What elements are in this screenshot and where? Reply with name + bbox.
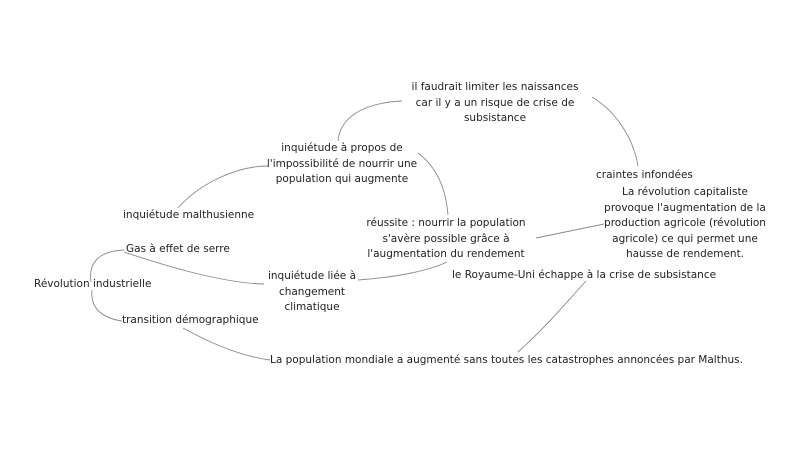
node-limiter-naissances[interactable]: il faudrait limiter les naissances car il y a un risque de crise de subsistance	[411, 81, 579, 124]
edge-industrielle-transition	[92, 290, 122, 321]
node-inquietude-malthusienne[interactable]: inquiétude malthusienne	[123, 209, 255, 221]
edge-propos-limiter	[338, 101, 402, 141]
node-gas-effet-de-serre[interactable]: Gas à effet de serre	[126, 243, 230, 255]
edge-capitaliste-reussite	[536, 224, 604, 238]
edge-royaume-population	[518, 281, 586, 352]
node-revolution-capitaliste[interactable]: La révolution capitaliste provoque l'augmentation de la production agricole (révolution agricole) ce qui permet une hausse de rendement.	[604, 186, 766, 260]
edge-limiter-craintes	[592, 97, 638, 166]
node-craintes-infondees[interactable]: craintes infondées	[596, 169, 693, 181]
node-reussite[interactable]: réussite : nourrir la population s'avère possible grâce à l'augmentation du rendement	[366, 217, 526, 260]
node-population-mondiale[interactable]: La population mondiale a augmenté sans toutes les catastrophes annoncées par Malthus.	[270, 354, 743, 366]
node-transition-demographique[interactable]: transition démographique	[122, 314, 259, 326]
node-inquietude-climatique[interactable]: inquiétude liée à changement climatique	[267, 270, 357, 313]
node-revolution-industrielle[interactable]: Révolution industrielle	[34, 278, 152, 290]
node-royaume-uni[interactable]: le Royaume-Uni échappe à la crise de subsistance	[452, 269, 717, 281]
edge-transition-population	[183, 328, 270, 360]
node-inquietude-propos[interactable]: inquiétude à propos de l'impossibilité de nourrir une population qui augmente	[266, 142, 418, 185]
